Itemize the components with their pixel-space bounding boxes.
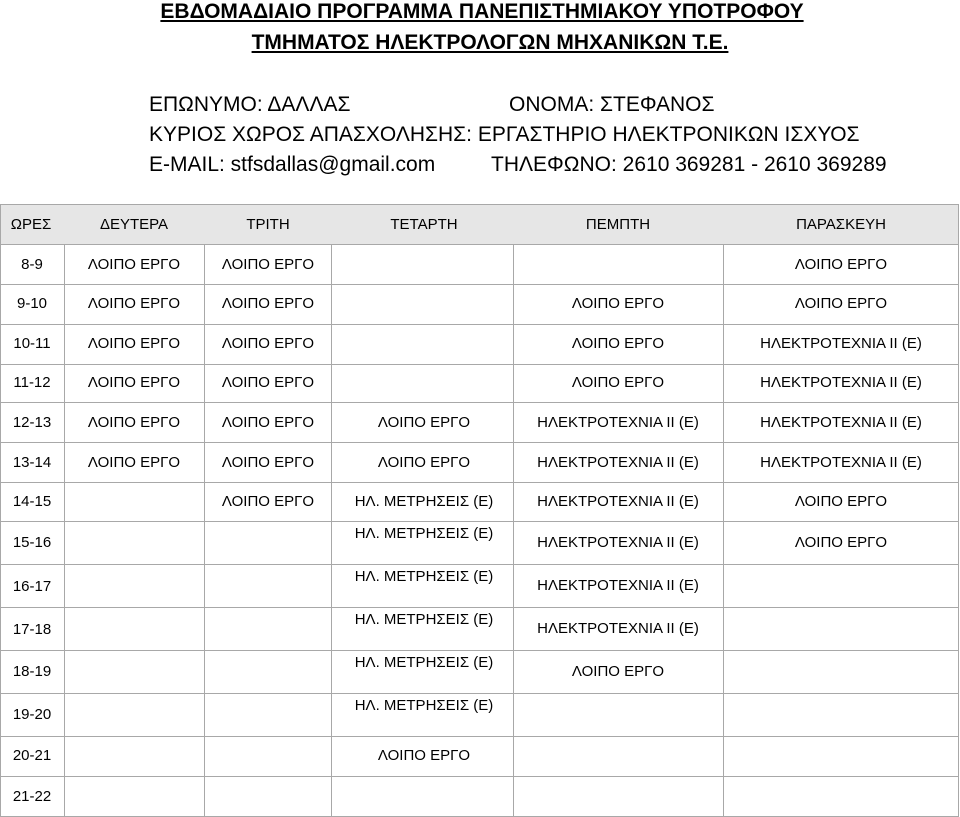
schedule-entry: ΛΟΙΠΟ ΕΡΓΟ — [571, 374, 665, 391]
hour-label: 13-14 — [12, 454, 52, 471]
schedule-entry: ΛΟΙΠΟ ΕΡΓΟ — [794, 534, 888, 551]
column-header-friday: ΠΑΡΑΣΚΕΥΗ — [796, 216, 886, 233]
grid-line — [0, 521, 959, 522]
schedule-entry: ΛΟΙΠΟ ΕΡΓΟ — [571, 295, 665, 312]
grid-line — [331, 244, 332, 817]
hour-label: 17-18 — [12, 621, 52, 638]
schedule-entry: ΛΟΙΠΟ ΕΡΓΟ — [87, 256, 181, 273]
schedule-entry: ΗΛΕΚΤΡΟΤΕΧΝΙΑ ΙΙ (Ε) — [537, 454, 699, 471]
grid-line — [0, 650, 959, 651]
document-title: ΕΒΔΟΜΑΔΙΑΙΟ ΠΡΟΓΡΑΜΜΑ ΠΑΝΕΠΙΣΤΗΜΙΑΚΟΥ ΥΠΟΤΡΟΦΟΥ — [160, 0, 804, 23]
grid-line — [204, 244, 205, 817]
grid-line — [0, 324, 959, 325]
schedule-entry: ΗΛΕΚΤΡΟΤΕΧΝΙΑ ΙΙ (Ε) — [760, 335, 922, 352]
schedule-entry: ΗΛΕΚΤΡΟΤΕΧΝΙΑ ΙΙ (Ε) — [537, 493, 699, 510]
schedule-entry: ΗΛΕΚΤΡΟΤΕΧΝΙΑ ΙΙ (Ε) — [760, 374, 922, 391]
hour-label: 8-9 — [21, 256, 43, 273]
schedule-entry: ΗΛ. ΜΕΤΡΗΣΕΙΣ (Ε) — [354, 493, 494, 510]
column-header-thursday: ΠΕΜΠΤΗ — [585, 216, 651, 233]
hour-label: 14-15 — [12, 493, 52, 510]
schedule-entry: ΛΟΙΠΟ ΕΡΓΟ — [794, 295, 888, 312]
hour-label: 18-19 — [12, 663, 52, 680]
grid-line — [0, 204, 959, 205]
schedule-entry: ΛΟΙΠΟ ΕΡΓΟ — [221, 374, 315, 391]
schedule-entry: ΛΟΙΠΟ ΕΡΓΟ — [377, 414, 471, 431]
surname-field: ΕΠΩΝΥΜΟ: ΔΑΛΛΑΣ — [149, 93, 351, 116]
schedule-entry: ΛΟΙΠΟ ΕΡΓΟ — [87, 454, 181, 471]
schedule-entry: ΛΟΙΠΟ ΕΡΓΟ — [794, 256, 888, 273]
schedule-entry: ΛΟΙΠΟ ΕΡΓΟ — [87, 374, 181, 391]
hour-label: 9-10 — [16, 295, 48, 312]
grid-line — [0, 244, 959, 245]
grid-line — [0, 442, 959, 443]
grid-line — [0, 284, 959, 285]
schedule-entry: ΛΟΙΠΟ ΕΡΓΟ — [221, 454, 315, 471]
hour-label: 10-11 — [13, 335, 51, 352]
schedule-entry: ΗΛ. ΜΕΤΡΗΣΕΙΣ (Ε) — [354, 611, 494, 628]
schedule-entry: ΛΟΙΠΟ ΕΡΓΟ — [87, 295, 181, 312]
hour-label: 11-12 — [13, 374, 51, 391]
grid-line — [0, 564, 959, 565]
schedule-entry: ΛΟΙΠΟ ΕΡΓΟ — [221, 335, 315, 352]
phone-field: ΤΗΛΕΦΩΝΟ: 2610 369281 - 2610 369289 — [491, 153, 887, 176]
schedule-entry: ΗΛΕΚΤΡΟΤΕΧΝΙΑ ΙΙ (Ε) — [760, 454, 922, 471]
grid-line — [0, 482, 959, 483]
grid-line — [0, 776, 959, 777]
grid-line — [0, 402, 959, 403]
hour-label: 19-20 — [12, 706, 52, 723]
grid-line — [958, 204, 959, 817]
grid-line — [513, 244, 514, 817]
column-header-tuesday: ΤΡΙΤΗ — [246, 216, 290, 233]
column-header-monday: ΔΕΥΤΕΡΑ — [99, 216, 169, 233]
schedule-entry: ΛΟΙΠΟ ΕΡΓΟ — [221, 414, 315, 431]
schedule-entry: ΛΟΙΠΟ ΕΡΓΟ — [221, 256, 315, 273]
grid-line — [0, 204, 1, 817]
workplace-field: ΚΥΡΙΟΣ ΧΩΡΟΣ ΑΠΑΣΧΟΛΗΣΗΣ: ΕΡΓΑΣΤΗΡΙΟ ΗΛΕΚΤΡΟΝΙΚΩΝ ΙΣΧΥΟΣ — [149, 123, 860, 146]
schedule-entry: ΗΛ. ΜΕΤΡΗΣΕΙΣ (Ε) — [354, 654, 494, 671]
grid-line — [0, 736, 959, 737]
schedule-entry: ΗΛ. ΜΕΤΡΗΣΕΙΣ (Ε) — [354, 697, 494, 714]
email-field: E-MAIL: stfsdallas@gmail.com — [149, 153, 436, 176]
schedule-entry: ΛΟΙΠΟ ΕΡΓΟ — [87, 335, 181, 352]
schedule-entry: ΗΛΕΚΤΡΟΤΕΧΝΙΑ ΙΙ (Ε) — [537, 414, 699, 431]
hour-label: 12-13 — [12, 414, 52, 431]
grid-line — [0, 607, 959, 608]
hour-label: 15-16 — [12, 534, 52, 551]
schedule-entry: ΗΛΕΚΤΡΟΤΕΧΝΙΑ ΙΙ (Ε) — [537, 534, 699, 551]
grid-line — [0, 364, 959, 365]
grid-line — [723, 244, 724, 817]
column-header-wednesday: ΤΕΤΑΡΤΗ — [390, 216, 458, 233]
schedule-entry: ΗΛΕΚΤΡΟΤΕΧΝΙΑ ΙΙ (Ε) — [537, 577, 699, 594]
name-field: ΟΝΟΜΑ: ΣΤΕΦΑΝΟΣ — [509, 93, 715, 116]
schedule-entry: ΗΛ. ΜΕΤΡΗΣΕΙΣ (Ε) — [354, 568, 494, 585]
hour-label: 16-17 — [12, 578, 52, 595]
schedule-entry: ΗΛ. ΜΕΤΡΗΣΕΙΣ (Ε) — [354, 525, 494, 542]
hour-label: 21-22 — [12, 788, 52, 805]
hour-label: 20-21 — [12, 747, 52, 764]
schedule-entry: ΛΟΙΠΟ ΕΡΓΟ — [87, 414, 181, 431]
schedule-entry: ΛΟΙΠΟ ΕΡΓΟ — [221, 493, 315, 510]
schedule-entry: ΗΛΕΚΤΡΟΤΕΧΝΙΑ ΙΙ (Ε) — [760, 414, 922, 431]
schedule-entry: ΗΛΕΚΤΡΟΤΕΧΝΙΑ ΙΙ (Ε) — [537, 620, 699, 637]
grid-line — [0, 693, 959, 694]
grid-line — [64, 244, 65, 817]
schedule-entry: ΛΟΙΠΟ ΕΡΓΟ — [794, 493, 888, 510]
schedule-entry: ΛΟΙΠΟ ΕΡΓΟ — [221, 295, 315, 312]
column-header-hours: ΩΡΕΣ — [10, 216, 52, 233]
document-subtitle: ΤΜΗΜΑΤΟΣ ΗΛΕΚΤΡΟΛΟΓΩΝ ΜΗΧΑΝΙΚΩΝ Τ.Ε. — [251, 31, 729, 54]
schedule-entry: ΛΟΙΠΟ ΕΡΓΟ — [377, 747, 471, 764]
schedule-entry: ΛΟΙΠΟ ΕΡΓΟ — [571, 663, 665, 680]
schedule-entry: ΛΟΙΠΟ ΕΡΓΟ — [571, 335, 665, 352]
schedule-entry: ΛΟΙΠΟ ΕΡΓΟ — [377, 454, 471, 471]
